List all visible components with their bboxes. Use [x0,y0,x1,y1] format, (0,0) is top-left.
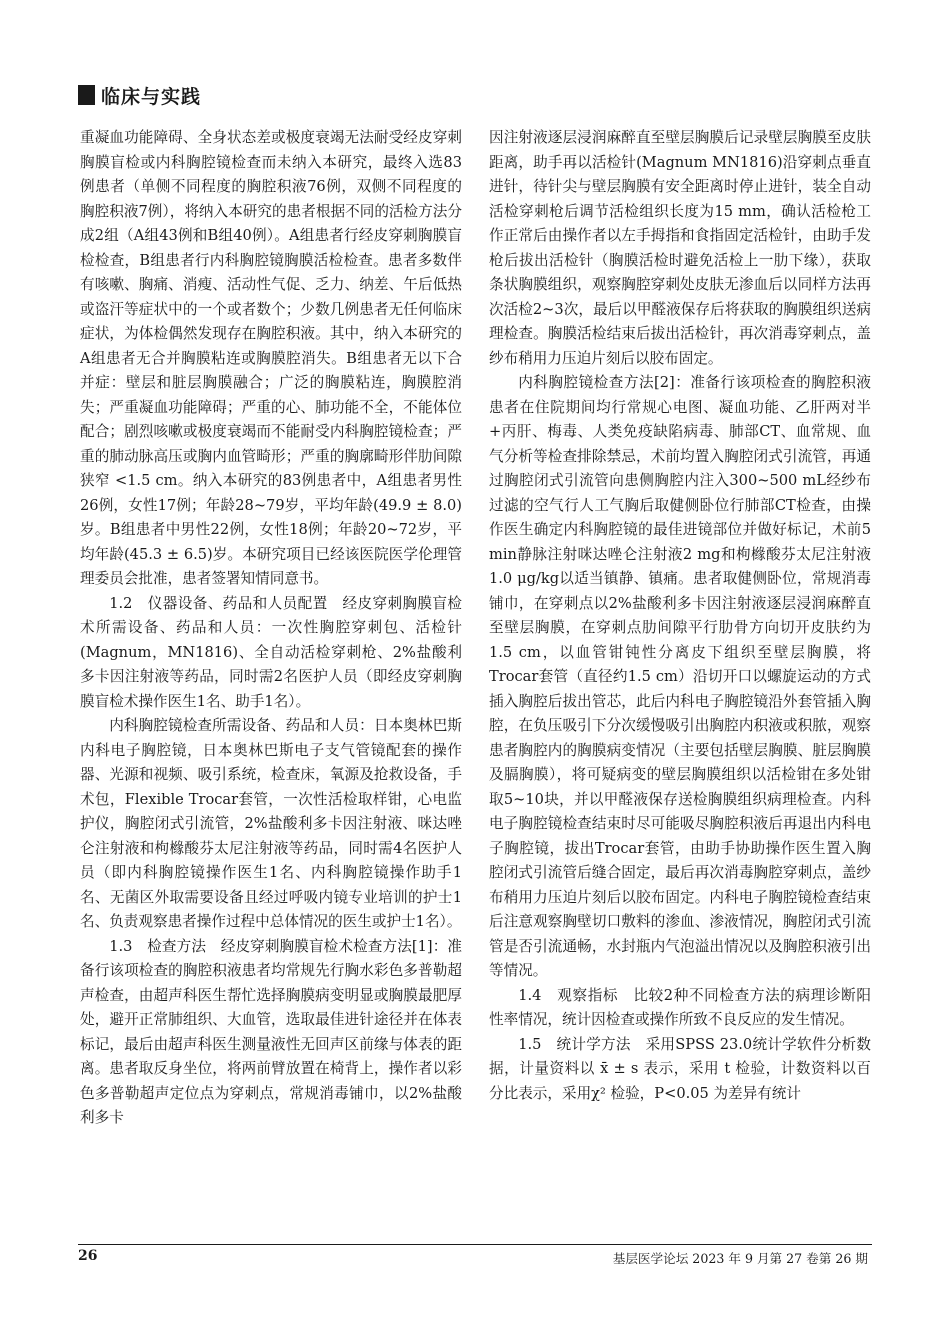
left-column [80,126,462,1131]
journal-info: 基层医学论坛 2023 年 9 月第 27 卷第 26 期 [612,1251,868,1266]
paragraph: 内科胸腔镜检查所需设备、药品和人员：日本奥林巴斯内科电子胸腔镜，日本奥林巴斯电子支气管镜配套的操作器、光源和视频、吸引系统，检查床，氧源及抢救设备，手术包，Flexible Trocar套管，一次性活检取样钳，心电监护仪，胸腔闭式引流管，2%盐酸利多卡因注射液、咪达唑仑注射液和枸橼酸芬太尼注射液等药品，同时需4名医护人员（即内科胸腔镜操作医生1名、内科胸腔镜操作助手1名、无菌区外取需要设备且经过呼吸内镜专业培训的护士1名、负责观察患者操作过程中总体情况的医生或护士1名）。 [80,717,462,930]
paragraph-1-2-equipment: 1.2 仪器设备、药品和人员配置 经皮穿刺胸膜盲检术所需设备、药品和人员：一次性胸腔穿刺包、活检针(Magnum，MN1816)、全自动活检穿刺枪、2%盐酸利多卡因注射液等药品，同时需2名医护人员（即经皮穿刺胸膜盲检术操作医生1名、助手1名）。 [80,594,462,710]
section-title: 临床与实践 [101,85,202,108]
paragraph: 重凝血功能障碍、全身状态差或极度衰竭无法耐受经皮穿刺胸膜盲检或内科胸腔镜检查而未纳入本研究，最终入选83例患者（单侧不同程度的胸腔积液76例，双侧不同程度的胸腔积液7例），将纳入本研究的患者根据不同的活检方法分成2组（A组43例和B组40例）。A组患者行经皮穿刺胸膜盲检检查，B组患者行内科胸腔镜胸膜活检检查。患者多数伴有咳嗽、胸痛、消瘦、活动性气促、乏力、纳差、午后低热或盗汗等症状中的一个或者数个；少数几例患者无任何临床症状，为体检偶然发现存在胸腔积液。其中，纳入本研究的A组患者无合并胸膜粘连或胸膜腔消失。B组患者无以下合并症：壁层和脏层胸膜融合；广泛的胸膜粘连，胸膜腔消失；严重凝血功能障碍；严重的心、肺功能不全，不能体位配合；剧烈咳嗽或极度衰竭而不能耐受内科胸腔镜检查；严重的肺动脉高压或胸内血管畸形；严重的胸廓畸形伴肋间隙狭窄 <1.5 cm。纳入本研究的83例患者中，A组患者男性26例，女性17例；年龄28~79岁，平均年龄(49.9 ± 8.0)岁。B组患者中男性22例，女性18例；年龄20~72岁，平均年龄(45.3 ± 6.5)岁。本研究项目已经该医院医学伦理管理委员会批准，患者签署知情同意书。 [80,129,462,587]
paragraph: 因注射液逐层浸润麻醉直至壁层胸膜后记录壁层胸膜至皮肤距离，助手再以活检针(Magnum MN1816)沿穿刺点垂直进针，待针尖与壁层胸膜有安全距离时停止进针，装全自动活检穿刺枪后调节活检组织长度为15 mm，确认活检枪工作正常后由操作者以左手拇指和食指固定活检针，由助手发枪后拔出活检针（胸膜活检时避免活检上一肋下缘），获取条状胸膜组织，观察胸腔穿刺处皮肤无渗血后以同样方法再次活检2~3次，最后以甲醛液保存后将获取的胸膜组织送病理检查。胸膜活检结束后拔出活检针，再次消毒穿刺点，盖纱布稍用力压迫片刻后以胶布固定。 [489,129,871,367]
page-number: 26 [78,1248,98,1264]
right-column [489,126,871,1106]
header-square-icon [78,85,95,105]
section-header [78,80,201,110]
paragraph: 内科胸腔镜检查方法[2]：准备行该项检查的胸腔积液患者在住院期间均行常规心电图、凝血功能、乙肝两对半+丙肝、梅毒、人类免疫缺陷病毒、肺部CT、血常规、血气分析等检查排除禁忌，术前均置入胸腔闭式引流管，再通过胸腔闭式引流管向患侧胸腔内注入300~500 mL经纱布过滤的空气行人工气胸后取健侧卧位行肺部CT检查，由操作医生确定内科胸腔镜的最佳进镜部位并做好标记，术前5 min静脉注射咪达唑仑注射液2 mg和枸橼酸芬太尼注射液1.0 μg/kg以适当镇静、镇痛。患者取健侧卧位，常规消毒铺巾，在穿刺点以2%盐酸利多卡因注射液逐层浸润麻醉直至壁层胸膜，在穿刺点肋间隙平行肋骨方向切开皮肤约为1.5 cm，以血管钳钝性分离皮下组织至壁层胸膜，将Trocar套管（直径约1.5 cm）沿切开口以螺旋运动的方式插入胸腔后拔出管芯，此后内科电子胸腔镜沿外套管插入胸腔，在负压吸引下分次缓慢吸引出胸腔内积液或积脓，观察患者胸腔内的胸膜病变情况（主要包括壁层胸膜、脏层胸膜及膈胸膜），将可疑病变的壁层胸膜组织以活检钳在多处钳取5~10块，并以甲醛液保存送检胸膜组织病理检查。内科电子胸腔镜检查结束时尽可能吸尽胸腔积液后再退出内科电子胸腔镜，拔出Trocar套管，由助手协助操作医生置入胸腔闭式引流管后缝合固定，最后再次消毒胸腔穿刺点，盖纱布稍用力压迫片刻后以胶布固定。内科电子胸腔镜检查结束后注意观察胸壁切口敷料的渗血、渗液情况，胸腔闭式引流管是否引流通畅，水封瓶内气泡溢出情况以及胸腔积液引出等情况。 [489,374,871,979]
footer-rule [78,1244,872,1245]
paragraph-1-3-methods: 1.3 检查方法 经皮穿刺胸膜盲检术检查方法[1]：准备行该项检查的胸腔积液患者均常规先行胸水彩色多普勒超声检查，由超声科医生帮忙选择胸膜病变明显或胸膜最肥厚处，避开正常肺组织、大血管，选取最佳进针途径并在体表标记，最后由超声科医生测量液性无回声区前缘与体表的距离。患者取反身坐位，将两前臂放置在椅背上，操作者以彩色多普勒超声定位点为穿刺点，常规消毒铺巾，以2%盐酸利多卡 [80,937,462,1126]
paragraph-1-5-statistics: 1.5 统计学方法 采用SPSS 23.0统计学软件分析数据，计量资料以 x̄ ± s 表示，采用 t 检验，计数资料以百分比表示，采用χ² 检验，P<0.05 为差异有统计 [489,1035,871,1102]
paragraph-1-4-indicators: 1.4 观察指标 比较2种不同检查方法的病理诊断阳性率情况，统计因检查或操作所致不良反应的发生情况。 [489,986,871,1028]
